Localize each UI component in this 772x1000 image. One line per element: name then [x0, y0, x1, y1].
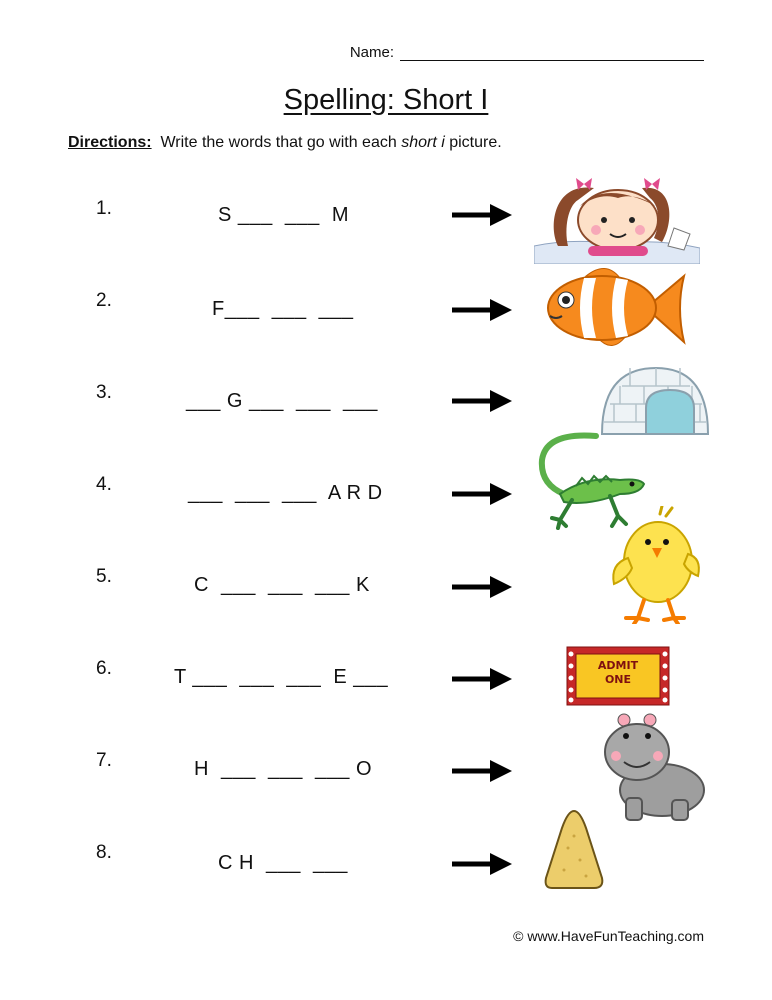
- girl-icon: [534, 176, 700, 264]
- item-number: 7.: [96, 750, 112, 771]
- word-pattern: ___ ___ ___ A R D: [188, 482, 383, 504]
- word-pattern: H ___ ___ ___ O: [194, 758, 373, 780]
- ticket-text-line2: ONE: [604, 673, 632, 686]
- arrow-icon: [450, 851, 514, 877]
- word-pattern: C ___ ___ ___ K: [194, 574, 370, 596]
- arrow-icon: [450, 758, 514, 784]
- word-pattern: T ___ ___ ___ E ___: [174, 666, 389, 688]
- arrow-icon: [450, 574, 514, 600]
- hippo-icon: [602, 712, 706, 824]
- chick-icon: [604, 506, 704, 624]
- chip-icon: [542, 808, 606, 892]
- arrow-icon: [450, 666, 514, 692]
- directions-emphasis: short i: [401, 134, 445, 151]
- arrow-icon: [450, 388, 514, 414]
- item-number: 6.: [96, 658, 112, 679]
- page-title: Spelling: Short I: [283, 84, 489, 116]
- word-pattern: F___ ___ ___: [212, 298, 354, 320]
- directions-text-before: Write the words that go with each: [160, 134, 397, 151]
- item-number: 3.: [96, 382, 112, 403]
- fish-icon: [546, 262, 688, 354]
- name-row: [350, 44, 704, 61]
- item-number: 4.: [96, 474, 112, 495]
- item-number: 8.: [96, 842, 112, 863]
- ticket-icon: [566, 646, 670, 706]
- copyright-footer: © www.HaveFunTeaching.com: [513, 928, 704, 944]
- word-pattern: S ___ ___ M: [218, 204, 350, 226]
- igloo-icon: [600, 364, 710, 436]
- item-number: 5.: [96, 566, 112, 587]
- directions: [68, 134, 502, 152]
- item-number: 1.: [96, 198, 112, 219]
- directions-text-after: picture.: [449, 134, 502, 151]
- item-number: 2.: [96, 290, 112, 311]
- ticket-text-line1: ADMIT: [597, 659, 639, 672]
- name-field-line[interactable]: [400, 46, 704, 61]
- arrow-icon: [450, 481, 514, 507]
- directions-label: Directions:: [68, 134, 152, 151]
- arrow-icon: [450, 297, 514, 323]
- word-pattern: ___ G ___ ___ ___: [186, 390, 378, 412]
- name-label: Name:: [349, 44, 394, 61]
- arrow-icon: [450, 202, 514, 228]
- word-pattern: C H ___ ___: [218, 852, 348, 874]
